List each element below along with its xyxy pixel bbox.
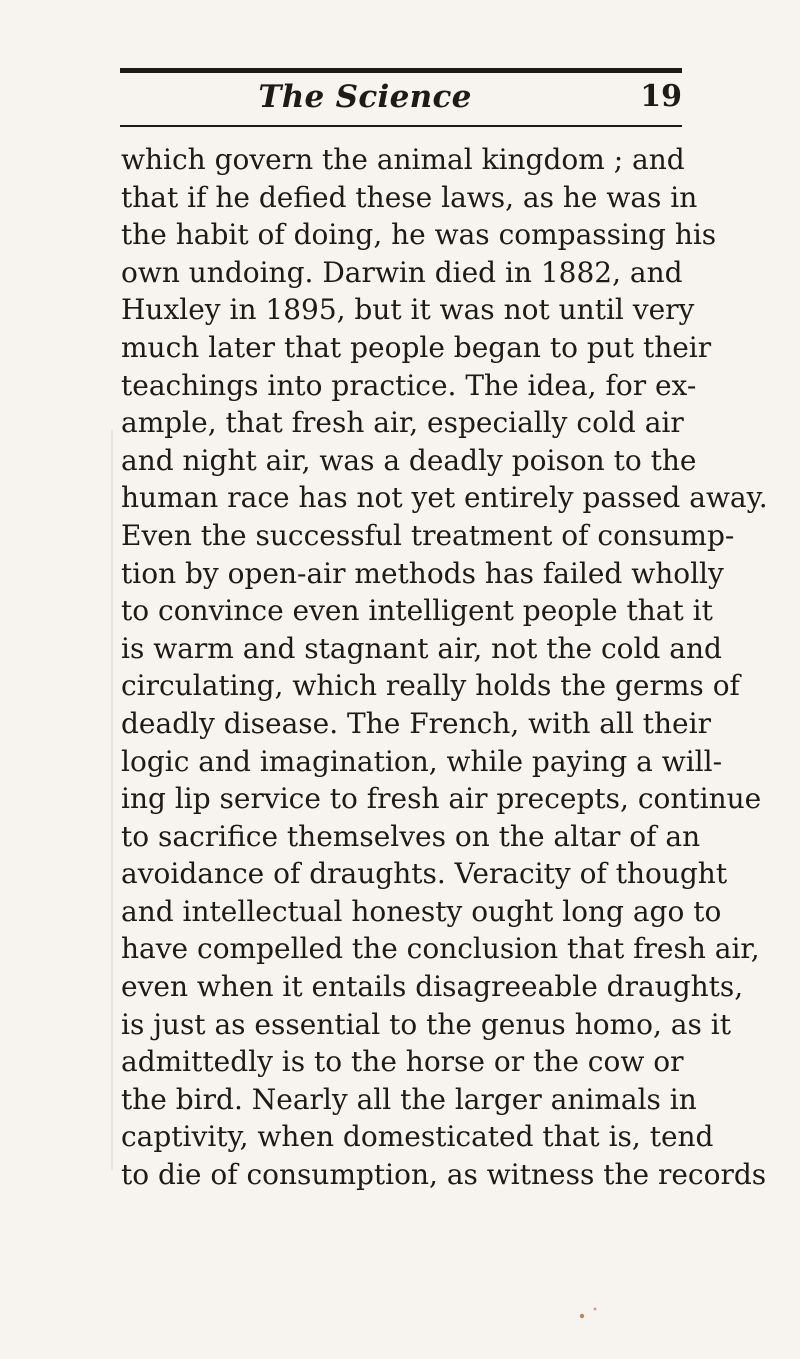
text-line: Even the successful treatment of consump- [121,518,735,552]
text-line: circulating, which really holds the germs of [121,669,740,703]
paper-speck [580,1314,584,1318]
text-line: teachings into practice. The idea, for ex- [121,368,697,402]
text-line: that if he defied these laws, as he was in [121,180,698,214]
text-line: admittedly is to the horse or the cow or [121,1045,684,1079]
text-line: have compelled the conclusion that fresh air, [121,932,760,966]
text-line: and night air, was a deadly poison to the [121,443,697,477]
text-line: logic and imagination, while paying a will- [121,744,723,778]
text-line: and intellectual honesty ought long ago to [121,894,722,928]
header-bottom-rule [120,125,682,127]
text-line: ing lip service to fresh air precepts, continue [121,782,762,816]
text-line: to convince even intelligent people that it [121,594,713,628]
text-line: tion by open-air methods has failed wholly [121,556,724,590]
text-line: captivity, when domesticated that is, tend [121,1120,714,1154]
text-line: deadly disease. The French, with all their [121,706,711,740]
paper-speck [594,1308,597,1311]
text-line: the habit of doing, he was compassing his [121,218,717,252]
text-line: to sacrifice themselves on the altar of an [121,819,701,853]
text-line: which govern the animal kingdom ; and [121,143,685,176]
text-line: the bird. Nearly all the larger animals in [121,1082,697,1116]
text-line: to die of consumption, as witness the records [121,1158,767,1192]
text-line: own undoing. Darwin died in 1882, and [121,255,683,289]
body-text [121,141,768,1194]
text-line: much later that people began to put their [121,330,712,364]
text-line: is warm and stagnant air, not the cold and [121,631,722,665]
text-line: human race has not yet entirely passed away. [121,481,768,515]
text-line: Huxley in 1895, but it was not until very [121,293,695,327]
text-line: avoidance of draughts. Veracity of thought [121,857,728,891]
page-number: 19 [640,79,682,114]
running-head [120,74,682,120]
running-title: The Science [258,79,472,115]
text-line: is just as essential to the genus homo, as it [121,1007,731,1041]
text-line: ample, that fresh air, especially cold air [121,406,684,440]
text-line: even when it entails disagreeable draughts, [121,970,744,1004]
header-top-rule [120,68,682,73]
